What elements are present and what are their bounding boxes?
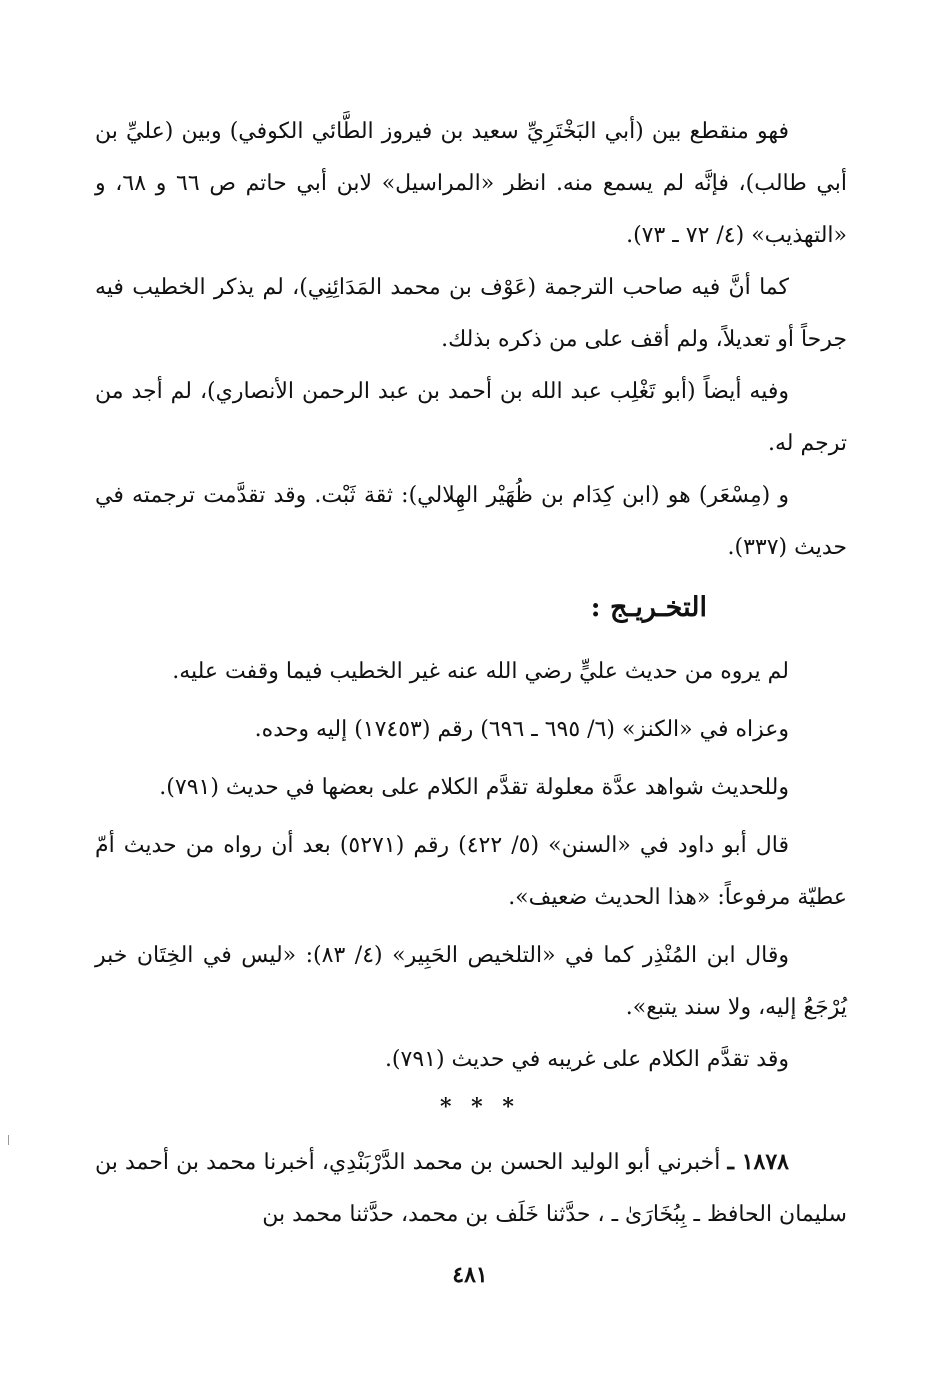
section-separator: * * * (440, 1094, 520, 1120)
paragraph-narrator-misar: و (مِسْعَر) هو (ابن كِدَام بن ظُهَيْر الهِلالي): ثقة ثَبْت. وقد تقدَّمت ترجمته في حديث (٣٣٧). (95, 483, 847, 560)
paragraph-narrator-abu-taghlib: وفيه أيضاً (أبو تَغْلِب عبد الله بن أحمد بن عبد الرحمن الأنصاري)، لم أجد من ترجم له. (95, 379, 847, 456)
page-number: ٤٨١ (452, 1262, 488, 1288)
paragraph-isnad-break: فهو منقطع بين (أبي البَخْتَرِيِّ سعيد بن فيروز الطَّائي الكوفي) وبين (عليِّ بن أبي طالب)، فإنَّه لم يسمع منه. انظر «المراسيل» لابن أبي حاتم ص ٦٦ و ٦٨، و «التهذيب» (٤/ ٧٢ ـ ٧٣). (95, 119, 847, 248)
takhrij-ibn-mundhir: وقال ابن المُنْذِر كما في «التلخيص الحَبِير» (٤/ ٨٣): «ليس في الخِتَان خبر يُرْجَعُ إليه، ولا سند يتبع». (95, 943, 847, 1020)
takhrij-line-3: وللحديث شواهد عدَّة معلولة تقدَّم الكلام على بعضها في حديث (٧٩١). (159, 775, 789, 800)
hadith-text: أخبرني أبو الوليد الحسن بن محمد الدَّرْبَنْدِي، أخبرنا محمد بن أحمد بن سليمان الحافظ ـ بِبُخَارَىٰ ـ ، حدَّثنا خَلَف بن محمد، حدَّثنا محمد بن (95, 1150, 847, 1227)
paragraph-narrator-awf: كما أنَّ فيه صاحب الترجمة (عَوْف بن محمد المَدَائِنِي)، لم يذكر الخطيب فيه جرحاً أو تعديلاً، ولم أقف على من ذكره بذلك. (95, 275, 847, 352)
scan-edge-mark (8, 1135, 9, 1145)
hadith-entry (95, 1136, 847, 1241)
hadith-number: ١٨٧٨ ـ (727, 1149, 789, 1175)
takhrij-line-2: وعزاه في «الكنز» (٦/ ٦٩٥ ـ ٦٩٦) رقم (١٧٤٥٣) إليه وحده. (254, 717, 789, 742)
takhrij-line-1: لم يروه من حديث عليٍّ رضي الله عنه غير الخطيب فيما وقفت عليه. (172, 659, 789, 684)
section-heading-takhrij: التخـريـج : (590, 592, 707, 623)
takhrij-line-6: وقد تقدَّم الكلام على غريبه في حديث (٧٩١). (384, 1047, 789, 1072)
takhrij-abu-dawud: قال أبو داود في «السنن» (٥/ ٤٢٢) رقم (٥٢٧١) بعد أن رواه من حديث أمّ عطيّة مرفوعاً: «هذا الحديث ضعيف». (95, 833, 847, 910)
